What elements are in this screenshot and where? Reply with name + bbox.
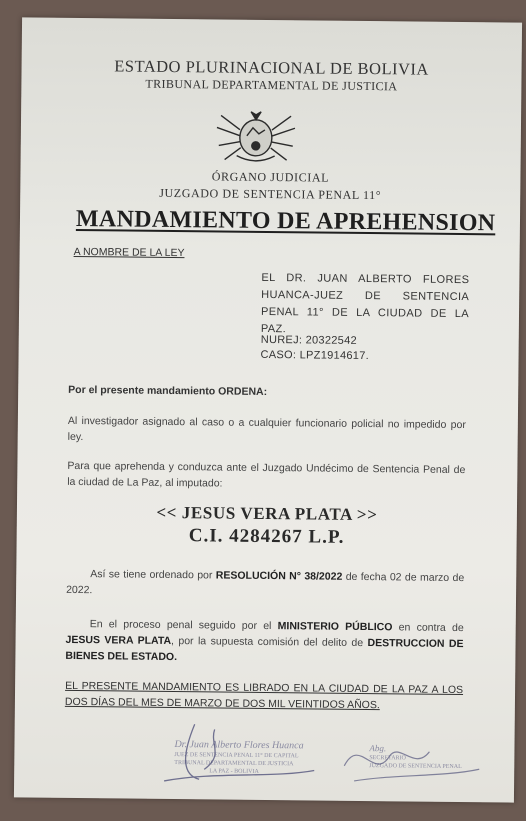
stamp-right-line-2: SECRETARIO	[369, 755, 406, 762]
ordena-line: Por el presente mandamiento ORDENA:	[68, 383, 268, 398]
nurej-number: NUREJ: 20322542	[260, 333, 358, 347]
state-heading: ESTADO PLURINACIONAL DE BOLIVIA	[114, 56, 430, 79]
delito: DESTRUCCION DE BIENES DEL ESTADO.	[65, 637, 464, 664]
judge-statement: EL DR. JUAN ALBERTO FLORES HUANCA-JUEZ DE SENTENCIA PENAL 11° DE LA CIUDAD DE LA PAZ.	[260, 271, 470, 336]
proceso-text-c: en contra de	[392, 621, 464, 635]
organo-heading: ÓRGANO JUDICIAL	[211, 169, 330, 185]
paragraph-aprehenda: Para que aprehenda y conduzca ante el Juzgado Undécimo de Sentencia Penal de la ciudad de La Paz, al imputado:	[67, 459, 466, 490]
stamp-left-line-3: TRIBUNAL DEPARTAMENTAL DE JUSTICIA	[174, 760, 294, 768]
paragraph-investigador: Al investigador asignado al caso o a cualquier funcionario policial no impedido por ley.	[67, 414, 466, 444]
resolucion-text-a: Así se tiene ordenado por	[90, 568, 216, 582]
stamp-left-line-1: Dr. Juan Alberto Flores Huanca	[174, 739, 304, 752]
resolucion-text-c: de fecha 02 de marzo de 2022.	[66, 570, 465, 597]
juzgado-heading: JUZGADO DE SENTENCIA PENAL 11°	[159, 185, 382, 203]
bolivia-coat-of-arms-icon	[211, 105, 302, 166]
imputado-name: << JESUS VERA PLATA >>	[156, 502, 378, 525]
tribunal-heading: TRIBUNAL DEPARTAMENTAL DE JUSTICIA	[145, 76, 398, 94]
paragraph-librado: EL PRESENTE MANDAMIENTO ES LIBRADO EN LA CIUDAD DE LA PAZ A LOS DOS DÍAS DEL MES DE MARZO DE DOS MIL VEINTIDOS AÑOS.	[64, 679, 464, 712]
imputado-inline: JESUS VERA PLATA	[65, 633, 172, 647]
stamp-right-line-3: JUZGADO DE SENTENCIA PENAL	[369, 763, 462, 771]
proceso-text-a: En el proceso penal seguido por el	[89, 618, 278, 633]
stamp-right-line-1: Abg.	[369, 743, 387, 754]
nombre-de-la-ley: A NOMBRE DE LA LEY	[73, 245, 185, 260]
caso-number: CASO: LPZ1914617.	[260, 348, 370, 363]
paragraph-resolucion	[66, 566, 464, 602]
warrant-document	[14, 17, 522, 802]
document-title: MANDAMIENTO DE APREHENSION	[75, 205, 496, 237]
stamp-left-line-4: LA PAZ - BOLIVIA	[209, 768, 259, 775]
resolucion-number: RESOLUCIÓN N° 38/2022	[215, 569, 343, 583]
stamp-left-line-2: JUEZ DE SENTENCIA PENAL 11° DE CAPITAL	[174, 752, 299, 760]
imputado-ci: C.I. 4284267 L.P.	[188, 525, 345, 548]
secretary-signature-icon	[334, 726, 485, 793]
proceso-text-e: , por la supuesta comisión del delito de	[171, 634, 368, 650]
ministerio-publico: MINISTERIO PÚBLICO	[277, 620, 393, 634]
paragraph-proceso	[65, 616, 463, 668]
